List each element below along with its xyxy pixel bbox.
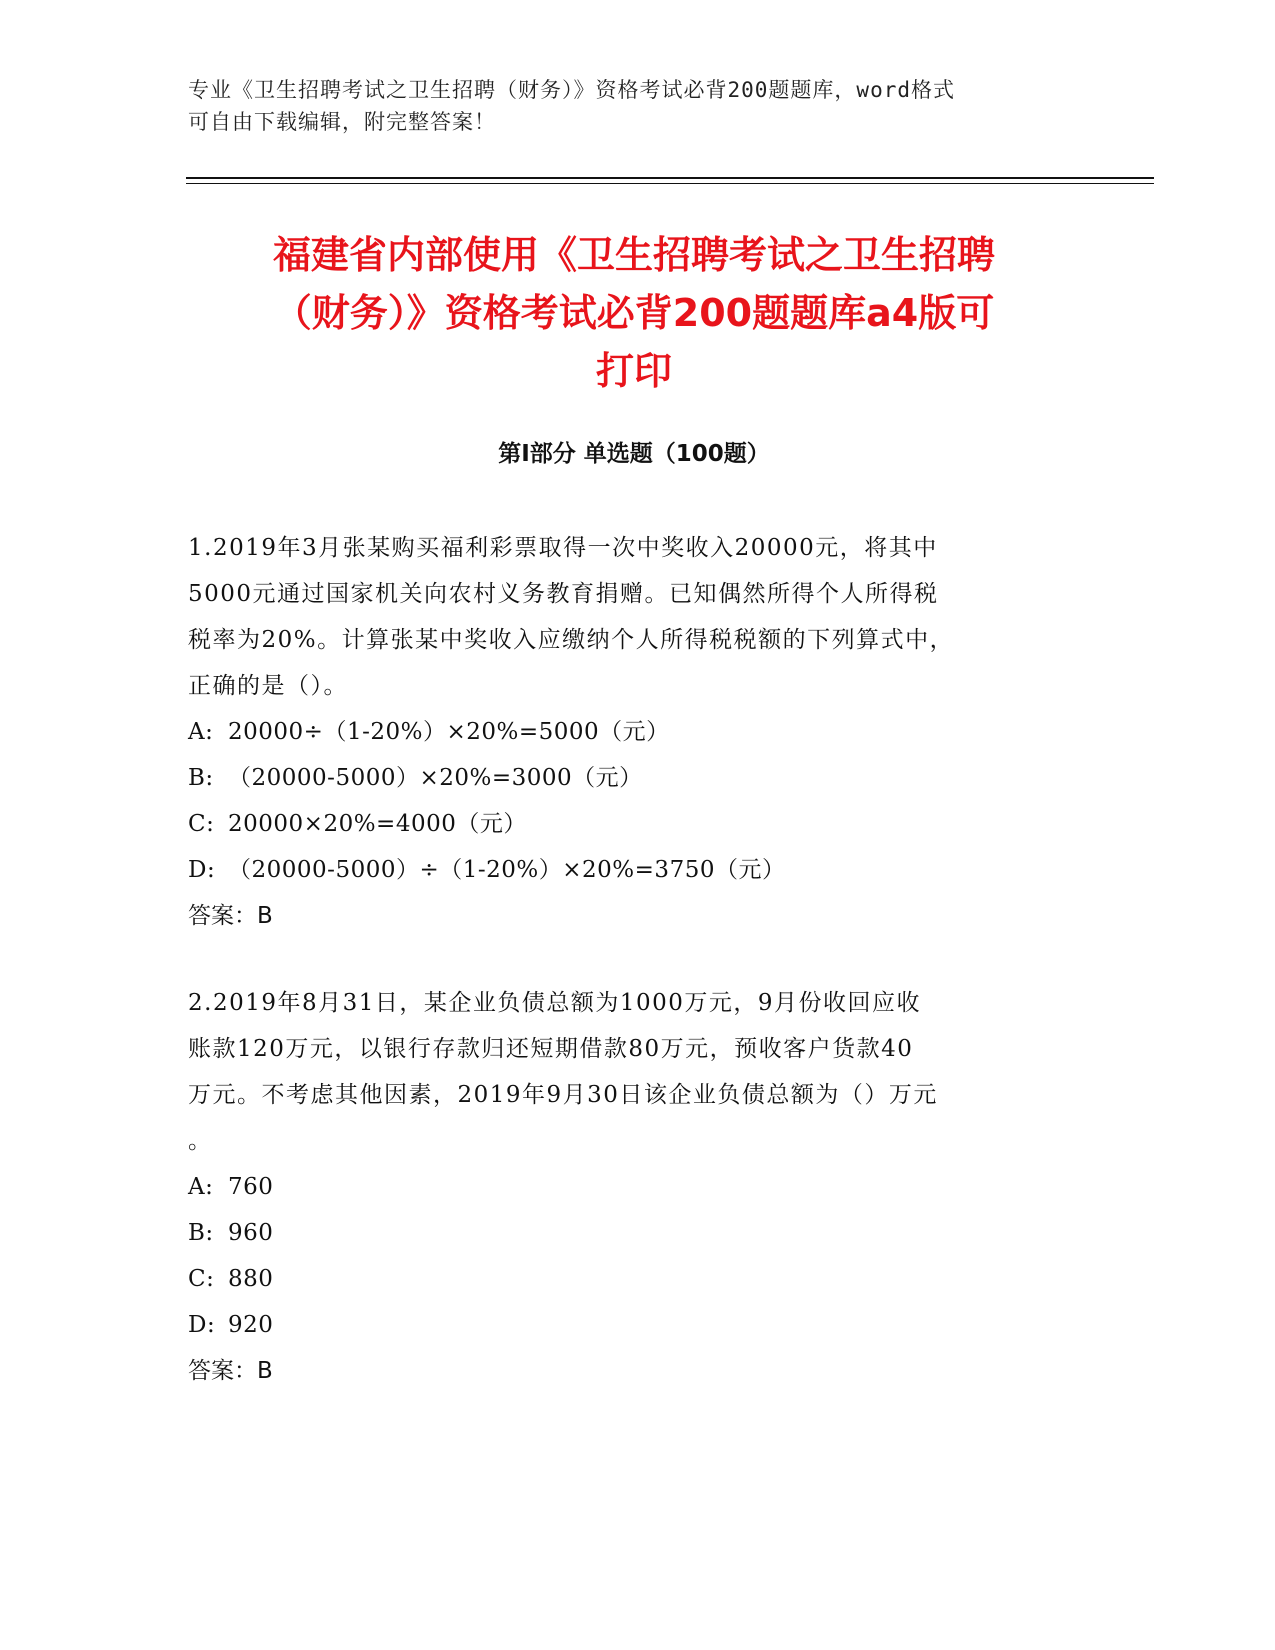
option-text: （20000-5000）÷（1-20%）×20%=3750（元） [228, 857, 786, 883]
option-d [188, 847, 1078, 893]
question-1 [188, 525, 1078, 939]
option-text: 960 [228, 1220, 274, 1246]
stem-line: 1.2019年3月张某购买福利彩票取得一次中奖收入20000元，将其中 [188, 535, 938, 561]
stem-line: 账款120万元，以银行存款归还短期借款80万元，预收客户货款40 [188, 1036, 914, 1062]
document-title [186, 226, 1082, 400]
option-list [188, 709, 1078, 893]
header-note [188, 74, 1088, 138]
option-letter: B: [188, 765, 214, 791]
option-c [188, 801, 1078, 847]
header-divider-thin [186, 183, 1154, 184]
stem-line: 万元。不考虑其他因素，2019年9月30日该企业负债总额为（）万元 [188, 1082, 938, 1108]
option-text: （20000-5000）×20%=3000（元） [228, 765, 643, 791]
answer-line: 答案：B [188, 1358, 273, 1384]
option-text: 760 [228, 1174, 274, 1200]
option-a [188, 1164, 1078, 1210]
title-line-2: （财务）》资格考试必背200题题库a4版可 [273, 291, 995, 335]
title-line-3: 打印 [595, 349, 672, 393]
header-note-line-2: 可自由下载编辑，附完整答案！ [188, 110, 496, 134]
option-c [188, 1256, 1078, 1302]
stem-line: 。 [188, 1128, 213, 1154]
option-letter: A: [188, 1174, 214, 1200]
question-stem [188, 980, 1078, 1164]
option-letter: B: [188, 1220, 214, 1246]
section-heading: 第Ⅰ部分 单选题（100题） [498, 441, 770, 467]
stem-line: 税率为20%。计算张某中奖收入应缴纳个人所得税税额的下列算式中， [188, 627, 955, 653]
option-text: 880 [228, 1266, 274, 1292]
answer-line: 答案：B [188, 903, 273, 929]
option-b [188, 755, 1078, 801]
option-list [188, 1164, 1078, 1348]
title-line-1: 福建省内部使用《卫生招聘考试之卫生招聘 [272, 233, 995, 277]
option-d [188, 1302, 1078, 1348]
header-note-line-1: 专业《卫生招聘考试之卫生招聘（财务）》资格考试必背200题题库，word格式 [188, 78, 955, 102]
stem-line: 5000元通过国家机关向农村义务教育捐赠。已知偶然所得个人所得税 [188, 581, 939, 607]
option-letter: D: [188, 857, 216, 883]
stem-line: 正确的是（）。 [188, 673, 348, 699]
question-stem [188, 525, 1078, 709]
option-a [188, 709, 1078, 755]
header-divider-thick [186, 177, 1154, 179]
option-b [188, 1210, 1078, 1256]
stem-line: 2.2019年8月31日，某企业负债总额为1000万元，9月份收回应收 [188, 990, 922, 1016]
option-text: 20000×20%=4000（元） [228, 811, 527, 837]
option-text: 920 [228, 1312, 274, 1338]
option-text: 20000÷（1-20%）×20%=5000（元） [228, 719, 670, 745]
option-letter: D: [188, 1312, 216, 1338]
question-2 [188, 980, 1078, 1394]
option-letter: A: [188, 719, 214, 745]
option-letter: C: [188, 1266, 215, 1292]
option-letter: C: [188, 811, 215, 837]
